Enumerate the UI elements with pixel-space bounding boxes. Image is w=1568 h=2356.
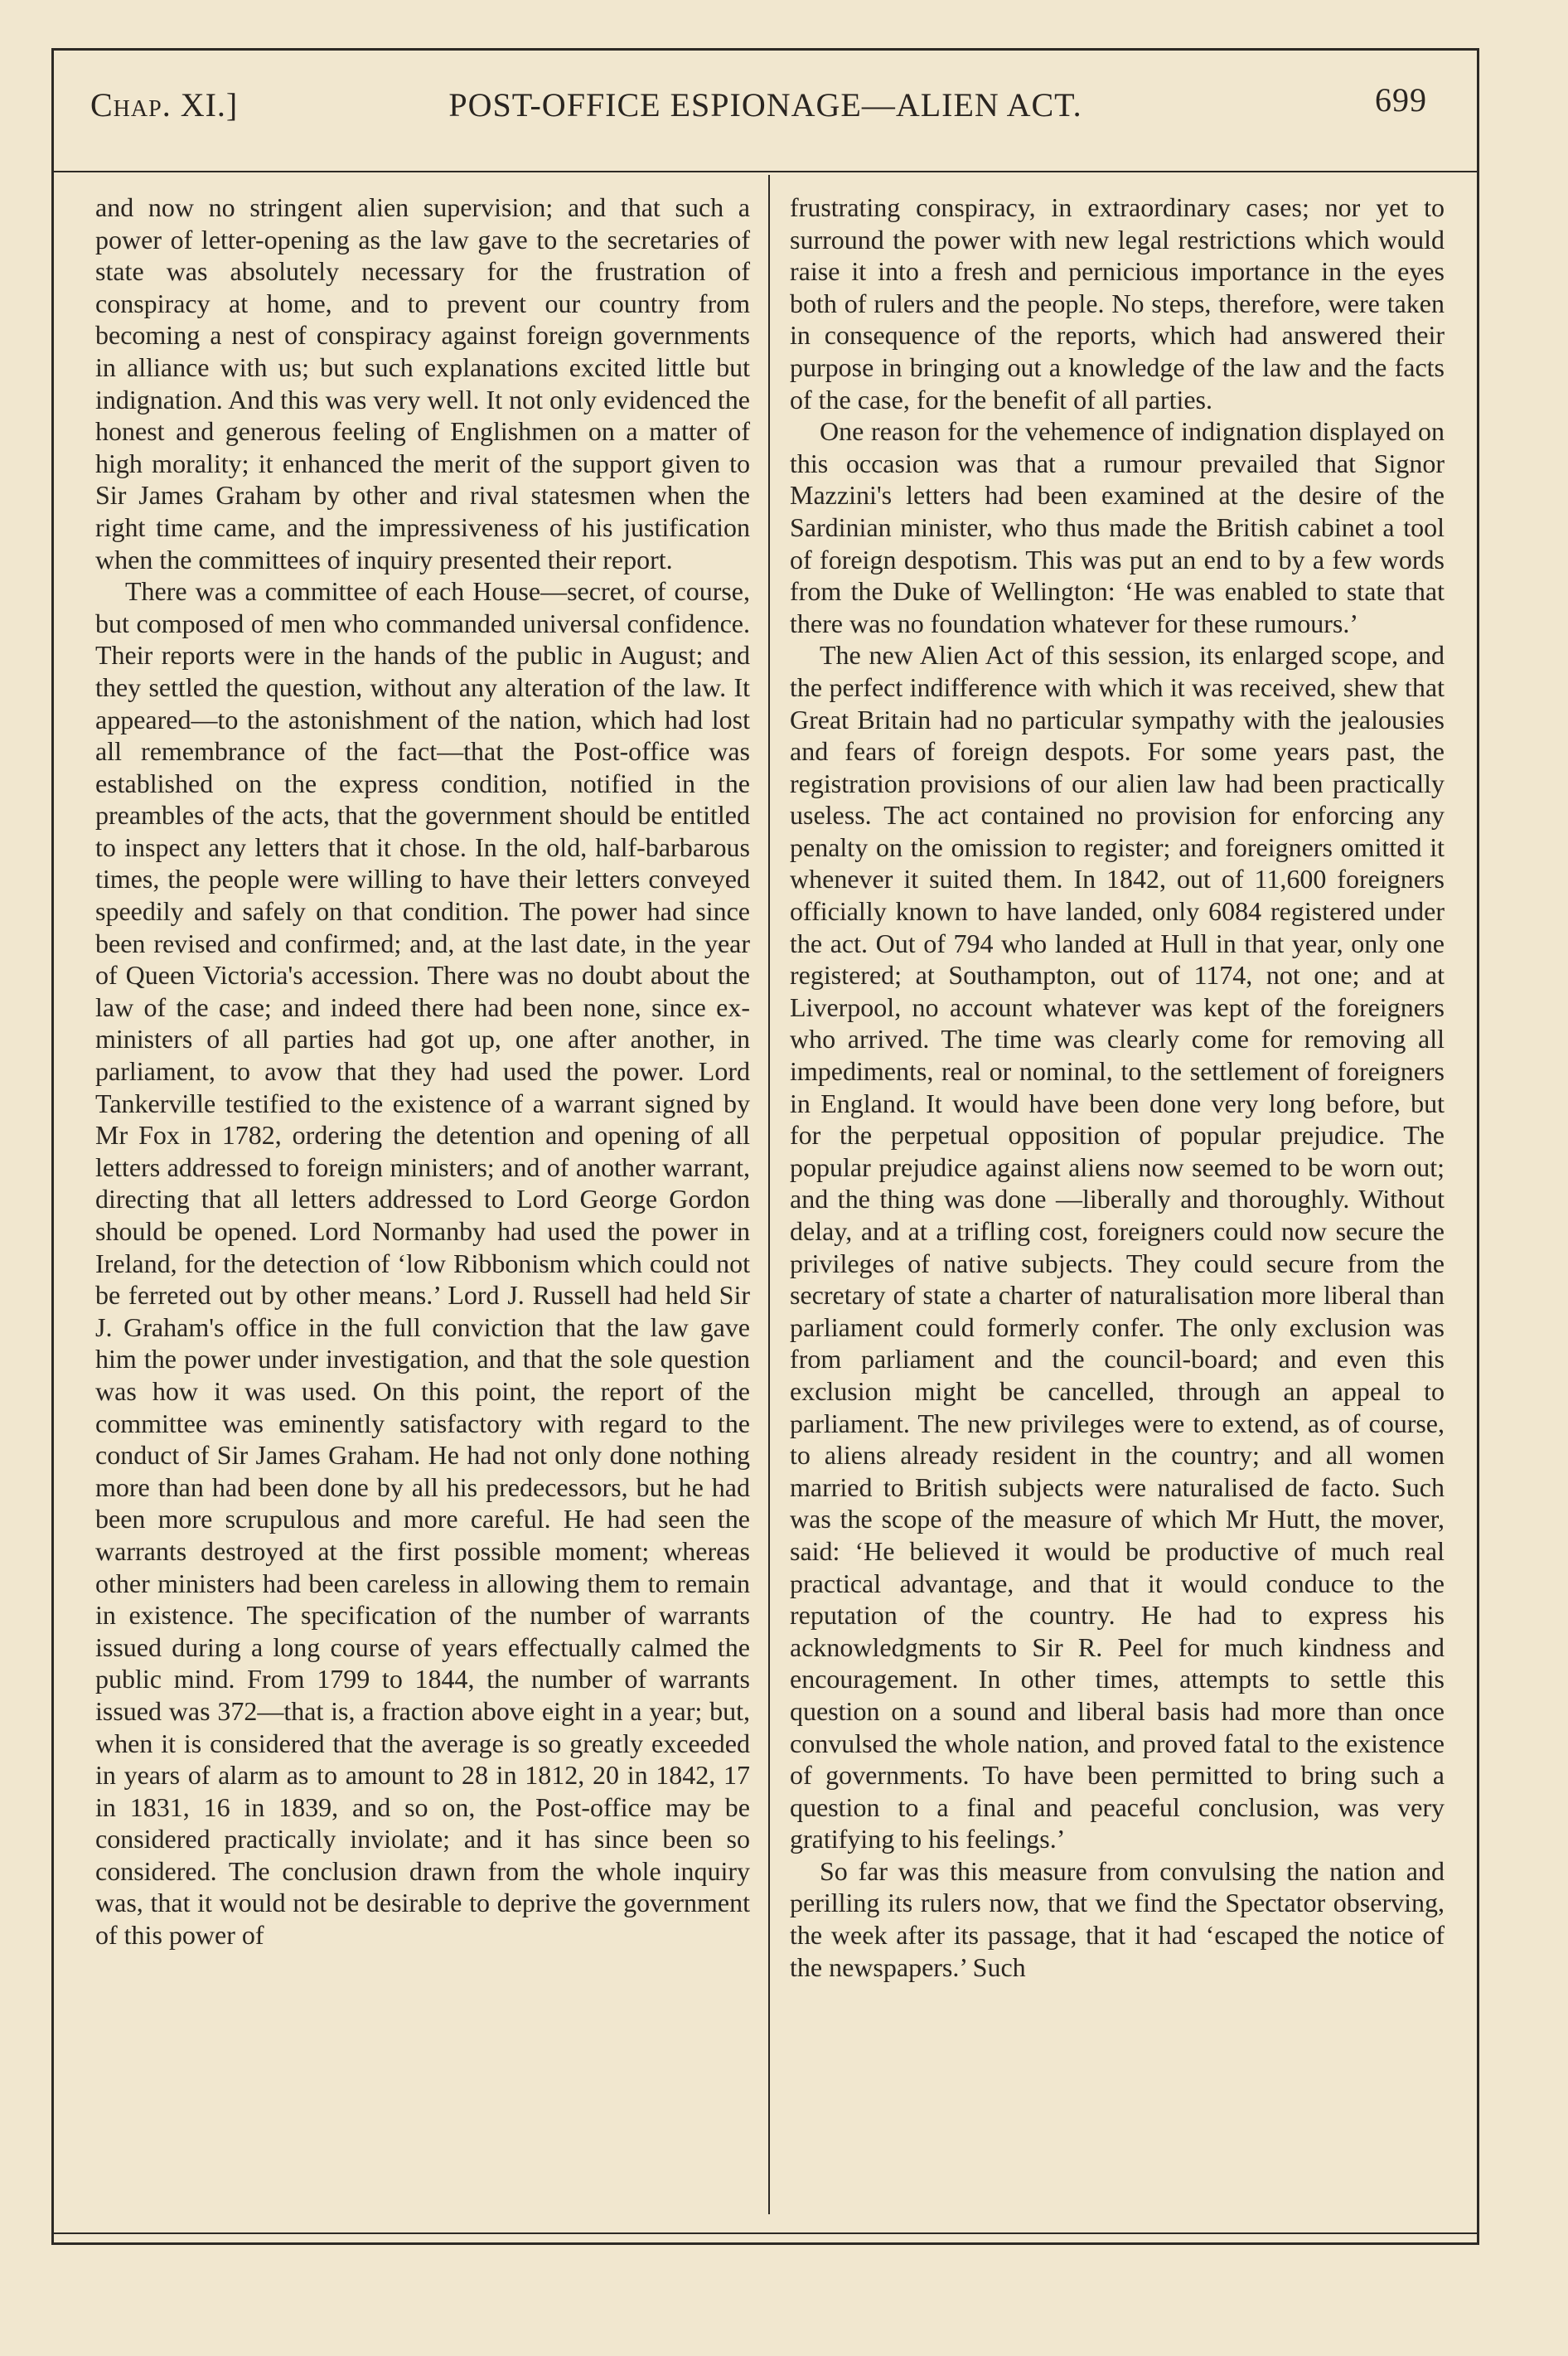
right-column (790, 191, 1445, 1983)
paragraph: The new Alien Act of this session, its enlarged scope, and the perfect indifference with which it was received, shew that Great Britain had no particular sympathy with the jealousies and fears of foreign despots. For some years past, the registration provisions of our alien law had been practically useless. The act contained no provision for enforcing any penalty on the omission to register; and foreigners omitted it whenever it suited them. In 1842, out of 11,600 foreigners officially known to have landed, only 6084 registered under the act. Out of 794 who landed at Hull in that year, only one registered; at Southampton, out of 1174, not one; and at Liverpool, no account whatever was kept of the foreigners who arrived. The time was clearly come for removing all impediments, real or nominal, to the settlement of foreigners in England. It would have been done very long before, but for the perpetual opposition of popular prejudice. The popular prejudice against aliens now seemed to be worn out; and the thing was done —liberally and thoroughly. Without delay, and at a trifling cost, foreigners could now secure the privileges of native subjects. They could secure from the secretary of state a charter of naturalisation more liberal than parliament could formerly confer. The only exclusion was from parliament and the council-board; and even this exclusion might be cancelled, through an appeal to parliament. The new privileges were to extend, as of course, to aliens already resident in the country; and all women married to British subjects were naturalised de facto. Such was the scope of the measure of which Mr Hutt, the mover, said: ‘He believed it would be productive of much real practical advantage, and that it would conduce to the reputation of the country. He had to express his acknowledgments to Sir R. Peel for much kindness and encouragement. In other times, attempts to settle this question on a sound and liberal basis had more than once convulsed the whole nation, and proved fatal to the existence of governments. To have been permitted to bring such a question to a final and peaceful conclusion, was very gratifying to his feelings.’ (790, 640, 1445, 1854)
left-column (95, 191, 750, 1951)
bottom-rule (54, 2232, 1477, 2234)
running-header (54, 80, 1477, 130)
chapter-label: Chap. XI.] (90, 86, 239, 124)
page-number: 699 (1375, 81, 1427, 119)
paragraph: There was a committee of each House—secret, of course, but composed of men who commanded universal confidence. Their reports were in the hands of the public in August; and they settled the question, without any alteration of the law. It appeared—to the astonishment of the nation, which had lost all remembrance of the fact—that the Post-office was established on the express condition, notified in the preambles of the acts, that the government should be entitled to inspect any letters that it chose. In the old, half-barbarous times, the people were willing to have their letters conveyed speedily and safely on that condition. The power had since been revised and confirmed; and, at the last date, in the year of Queen Victoria's accession. There was no doubt about the law of the case; and indeed there had been none, since ex-ministers of all parties had got up, one after another, in parliament, to avow that they had used the power. Lord Tankerville testified to the existence of a warrant signed by Mr Fox in 1782, ordering the detention and opening of all letters addressed to foreign ministers; and of another warrant, directing that all letters addressed to Lord George Gordon should be opened. Lord Normanby had used the power in Ireland, for the detection of ‘low Ribbonism which could not be ferreted out by other means.’ Lord J. Russell had held Sir J. Graham's office in the full conviction that the law gave him the power under investigation, and that the sole question was how it was used. On this point, the report of the committee was eminently satisfactory with regard to the conduct of Sir James Graham. He had not only done nothing more than had been done by all his predecessors, but he had been more scrupulous and more careful. He had seen the warrants destroyed at the first possible moment; whereas other ministers had been careless in allowing them to remain in existence. The specification of the number of warrants issued during a long course of years effectually calmed the public mind. From 1799 to 1844, the number of warrants issued was 372—that is, a fraction above eight in a year; but, when it is considered that the average is so greatly exceeded in years of alarm as to amount to 28 in 1812, 20 in 1842, 17 in 1831, 16 in 1839, and so on, the Post-office may be considered practically inviolate; and it has since been so considered. The conclusion drawn from the whole inquiry was, that it would not be desirable to deprive the government of this power of (95, 576, 750, 1951)
paragraph: frustrating conspiracy, in extraordinary cases; nor yet to surround the power with new legal restrictions which would raise it into a fresh and pernicious importance in the eyes both of rulers and the people. No steps, therefore, were taken in consequence of the reports, which had answered their purpose in bringing out a knowledge of the law and the facts of the case, for the benefit of all parties. (790, 192, 1445, 414)
paragraph: One reason for the vehemence of indignation displayed on this occasion was that a rumour prevailed that Signor Mazzini's letters had been examined at the desire of the Sardinian minister, who thus made the British cabinet a tool of foreign despotism. This was put an end to by a few words from the Duke of Wellington: ‘He was enabled to state that there was no foundation whatever for these rumours.’ (790, 416, 1445, 638)
paragraph: So far was this measure from convulsing the nation and perilling its rulers now, that we find the Spectator observing, the week after its passage, that it had ‘escaped the notice of the newspapers.’ Such (790, 1855, 1445, 1982)
page-frame (51, 48, 1479, 2245)
header-rule (54, 171, 1477, 172)
column-divider (768, 175, 770, 2214)
paragraph: and now no stringent alien supervision; and that such a power of letter-opening as the law gave to the secretaries of state was absolutely necessary for the frustration of conspiracy at home, and to prevent our country from becoming a nest of conspiracy against foreign governments in alliance with us; but such explanations excited little but indignation. And this was very well. It not only evidenced the honest and generous feeling of Englishmen on a matter of high morality; it enhanced the merit of the support given to Sir James Graham by other and rival statesmen when the right time came, and the impressiveness of his justification when the committees of inquiry presented their report. (95, 192, 750, 574)
page-title: POST-OFFICE ESPIONAGE—ALIEN ACT. (448, 86, 1082, 124)
